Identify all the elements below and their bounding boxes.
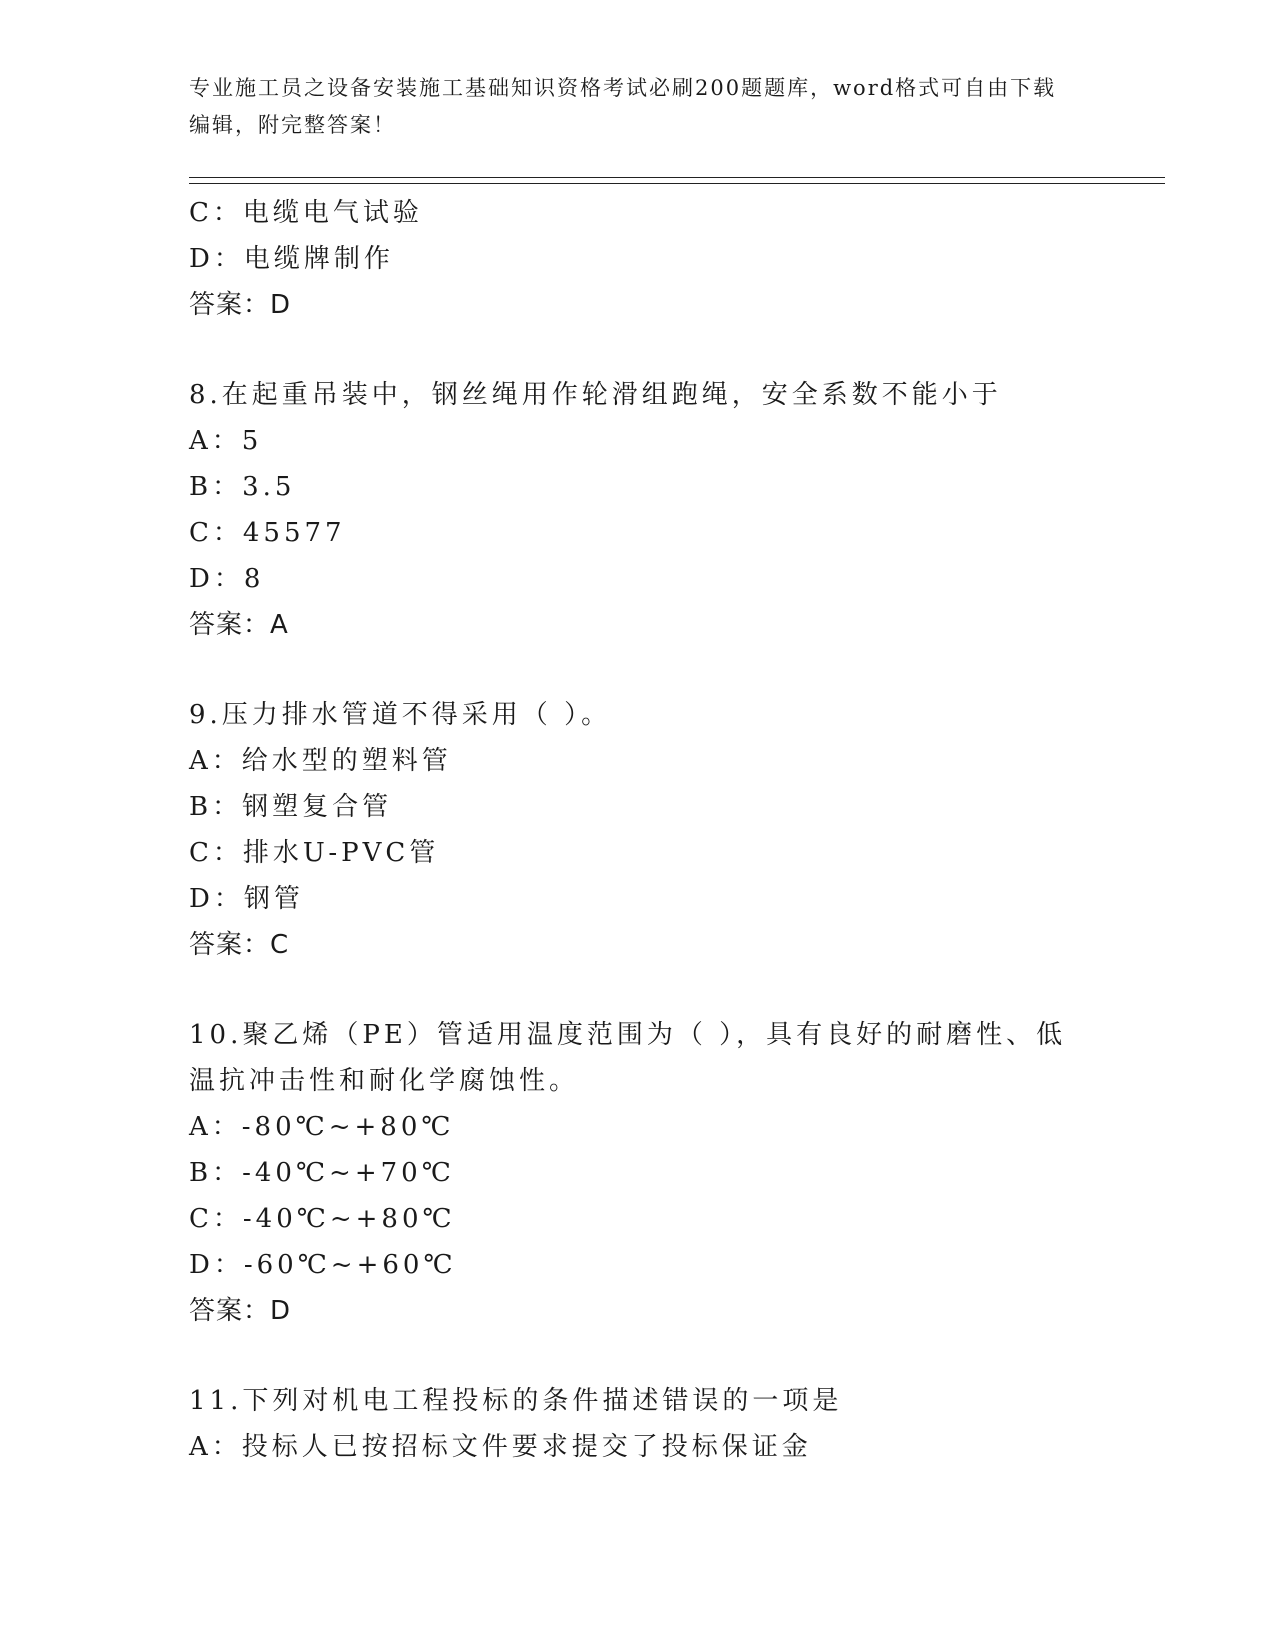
option-a: A：-80℃~+80℃ — [189, 1112, 455, 1142]
option-c: C：45577 — [189, 518, 346, 548]
option-d: D：钢管 — [189, 884, 304, 914]
option-b: B：钢塑复合管 — [189, 792, 393, 822]
option-b: B：3.5 — [189, 472, 296, 502]
header-divider-bottom — [189, 183, 1165, 184]
option-a: A：给水型的塑料管 — [189, 746, 452, 776]
option-a: A：投标人已按招标文件要求提交了投标保证金 — [189, 1432, 812, 1462]
option-c: C：排水U-PVC管 — [189, 838, 440, 868]
option-c: C：电缆电气试验 — [189, 198, 423, 228]
header-divider-top — [189, 177, 1165, 178]
question-stem: 9.压力排水管道不得采用（ ）。 — [189, 700, 612, 730]
option-d: D：电缆牌制作 — [189, 244, 394, 274]
answer-line: 答案：D — [189, 290, 292, 320]
question-stem: 11.下列对机电工程投标的条件描述错误的一项是 — [189, 1386, 843, 1416]
option-a: A：5 — [189, 426, 263, 456]
answer-line: 答案：A — [189, 610, 289, 640]
question-list — [189, 190, 1089, 1470]
answer-line: 答案：C — [189, 930, 290, 960]
option-d: D：-60℃~+60℃ — [189, 1250, 457, 1280]
option-c: C：-40℃~+80℃ — [189, 1204, 456, 1234]
question-stem: 8.在起重吊装中，钢丝绳用作轮滑组跑绳，安全系数不能小于 — [189, 380, 1002, 410]
option-d: D：8 — [189, 564, 265, 594]
document-header: 专业施工员之设备安装施工基础知识资格考试必刷200题题库，word格式可自由下载编辑，附完整答案！ — [189, 76, 1057, 137]
answer-line: 答案：D — [189, 1296, 292, 1326]
option-b: B：-40℃~+70℃ — [189, 1158, 455, 1188]
question-stem: 10.聚乙烯（PE）管适用温度范围为（ ），具有良好的耐磨性、低温抗冲击性和耐化学腐蚀性。 — [189, 1020, 1067, 1096]
